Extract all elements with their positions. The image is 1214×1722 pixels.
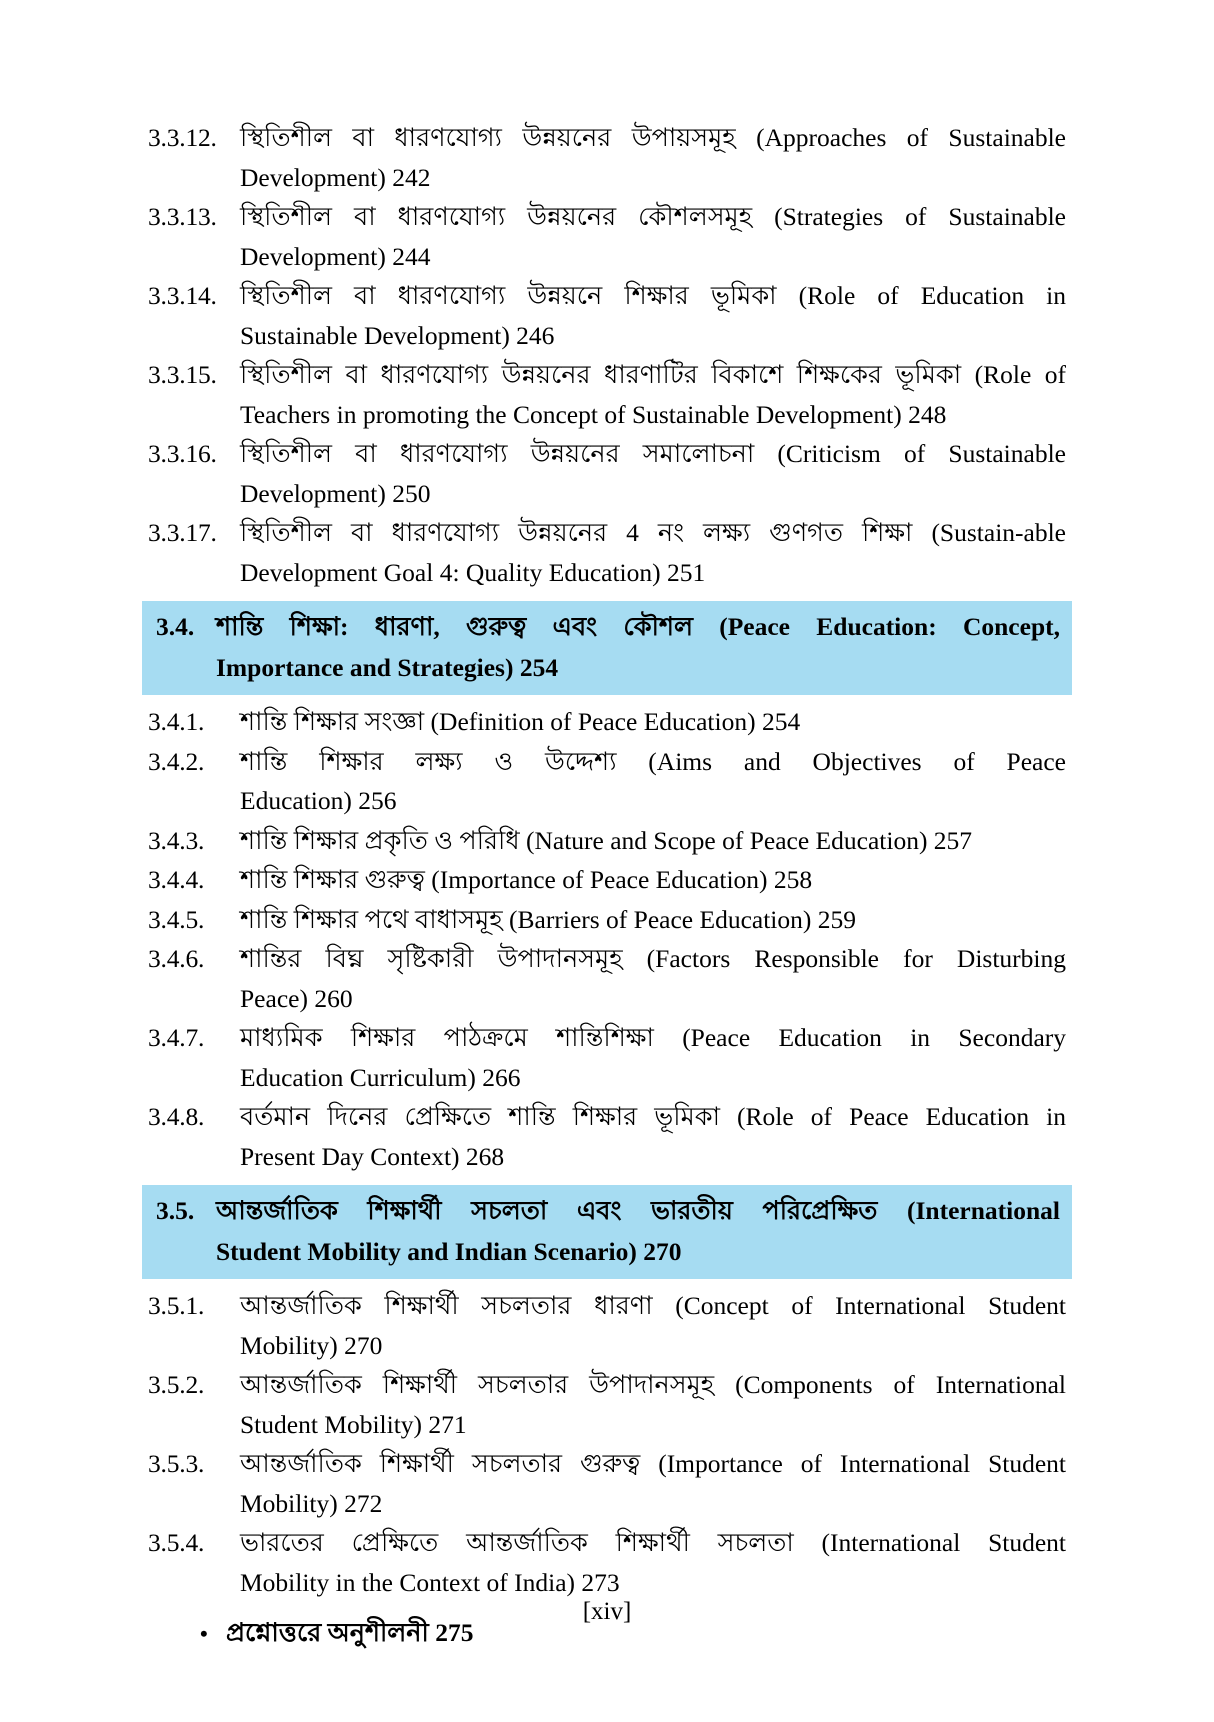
toc-entry-line-1: শান্তি শিক্ষার লক্ষ্য ও উদ্দেশ্য (Aims and Objectives of Peace <box>240 746 1066 776</box>
toc-entry-number: 3.4.2. <box>148 746 205 776</box>
toc-entry-number: 3.4.3. <box>148 825 205 855</box>
toc-entry-number: 3.3.12. <box>148 123 217 152</box>
toc-entry-line-1: আন্তর্জাতিক শিক্ষার্থী সচলতার উপাদানসমূহ (Components of International <box>240 1370 1066 1399</box>
toc-entry[interactable] <box>148 702 1066 742</box>
toc-entry-line-1: স্থিতিশীল বা ধারণযোগ্য উন্নয়নে শিক্ষার ভূমিকা (Role of Education in <box>240 281 1066 310</box>
toc-entry[interactable] <box>148 1018 1066 1097</box>
toc-entry-number: 3.4.5. <box>148 904 205 934</box>
toc-entry[interactable] <box>148 513 1066 592</box>
toc-entry-line-2: Mobility in the Context of India) 273 <box>240 1567 620 1597</box>
toc-entry[interactable] <box>148 276 1066 355</box>
toc-entry-line-1: আন্তর্জাতিক শিক্ষার্থী সচলতার গুরুত্ব (Importance of International Student <box>240 1449 1066 1478</box>
toc-entry-line-1: আন্তর্জাতিক শিক্ষার্থী সচলতার ধারণা (Concept of International Student <box>240 1291 1066 1320</box>
toc-entry-number: 3.3.15. <box>148 360 217 389</box>
section-header-body <box>216 1190 1060 1272</box>
toc-entry-line-2: Development Goal 4: Quality Education) 251 <box>240 557 706 587</box>
toc-entry-line-1: স্থিতিশীল বা ধারণযোগ্য উন্নয়নের উপায়সমূহ (Approaches of Sustainable <box>240 123 1066 152</box>
toc-entry-body <box>240 1444 1066 1523</box>
toc-entry-line-2: Present Day Context) 268 <box>240 1141 505 1171</box>
toc-entry-line-1: স্থিতিশীল বা ধারণযোগ্য উন্নয়নের ধারণাটির বিকাশে শিক্ষকের ভূমিকা (Role of <box>240 360 1066 389</box>
section-header-line-1: আন্তর্জাতিক শিক্ষার্থী সচলতা এবং ভারতীয় পরিপ্রেক্ষিত (International <box>216 1196 1060 1225</box>
bullet-icon: • <box>200 1621 208 1646</box>
toc-entry-line-2: Development) 242 <box>240 162 431 192</box>
toc-entry-line-2: Mobility) 270 <box>240 1330 383 1360</box>
toc-entry[interactable] <box>148 1444 1066 1523</box>
toc-entry-line-1: স্থিতিশীল বা ধারণযোগ্য উন্নয়নের 4 নং লক্ষ্য গুণগত শিক্ষা (Sustain-able <box>240 518 1066 547</box>
toc-entry[interactable] <box>148 900 1066 940</box>
toc-entry-number: 3.5.3. <box>148 1449 205 1478</box>
section-header-line-1: শান্তি শিক্ষা: ধারণা, গুরুত্ব এবং কৌশল (Peace Education: Concept, <box>216 612 1060 641</box>
toc-entry-line-2: Mobility) 272 <box>240 1488 383 1518</box>
toc-entry[interactable] <box>148 1523 1066 1602</box>
toc-entry-body <box>240 118 1066 197</box>
toc-entry-body <box>240 434 1066 513</box>
toc-entry-line-1: শান্তি শিক্ষার পথে বাধাসমূহ (Barriers of Peace Education) 259 <box>240 904 856 934</box>
toc-list <box>148 118 1066 1654</box>
toc-entry[interactable] <box>148 939 1066 1018</box>
toc-entry[interactable] <box>148 1286 1066 1365</box>
toc-entry-number: 3.3.14. <box>148 281 217 310</box>
toc-entry-line-2: Student Mobility) 271 <box>240 1409 467 1439</box>
toc-entry-line-1: বর্তমান দিনের প্রেক্ষিতে শান্তি শিক্ষার ভূমিকা (Role of Peace Education in <box>240 1102 1066 1131</box>
toc-entry-body <box>240 1365 1066 1444</box>
section-header-line-2: Student Mobility and Indian Scenario) 270 <box>216 1237 682 1266</box>
toc-entry-line-1: শান্তি শিক্ষার প্রকৃতি ও পরিধি (Nature and Scope of Peace Education) 257 <box>240 825 973 855</box>
toc-entry-line-1: মাধ্যমিক শিক্ষার পাঠক্রমে শান্তিশিক্ষা (Peace Education in Secondary <box>240 1023 1066 1052</box>
toc-entry-number: 3.4.1. <box>148 707 205 736</box>
toc-entry-body <box>240 900 1066 940</box>
toc-entry-line-2: Development) 250 <box>240 478 431 508</box>
page-footer <box>0 1598 1214 1626</box>
toc-entry-body <box>240 355 1066 434</box>
toc-entry-body <box>240 1097 1066 1176</box>
toc-entry-number: 3.4.7. <box>148 1023 205 1052</box>
toc-entry-body <box>240 702 1066 742</box>
toc-entry-body <box>240 860 1066 900</box>
toc-entry[interactable] <box>148 860 1066 900</box>
toc-entry-body <box>240 1018 1066 1097</box>
toc-entry-line-2: Education Curriculum) 266 <box>240 1062 521 1092</box>
toc-entry-body <box>240 513 1066 592</box>
toc-entry-body <box>240 821 1066 861</box>
section-header-body <box>216 606 1060 688</box>
section-header-3-5[interactable] <box>142 1185 1072 1279</box>
toc-entry-line-1: শান্তি শিক্ষার গুরুত্ব (Importance of Peace Education) 258 <box>240 865 813 894</box>
toc-entry[interactable] <box>148 355 1066 434</box>
toc-entry-line-1: ভারতের প্রেক্ষিতে আন্তর্জাতিক শিক্ষার্থী সচলতা (International Student <box>240 1528 1066 1557</box>
toc-entry-number: 3.5.4. <box>148 1528 205 1557</box>
toc-entry-line-2: Sustainable Development) 246 <box>240 320 555 350</box>
toc-entry[interactable] <box>148 821 1066 861</box>
toc-entry-line-2: Education) 256 <box>240 786 397 815</box>
toc-entry-line-1: স্থিতিশীল বা ধারণযোগ্য উন্নয়নের কৌশলসমূহ (Strategies of Sustainable <box>240 202 1066 231</box>
toc-entry-line-1: শান্তির বিঘ্ন সৃষ্টিকারী উপাদানসমূহ (Factors Responsible for Disturbing <box>240 944 1066 973</box>
toc-entry-body <box>240 1286 1066 1365</box>
toc-entry-line-2: Peace) 260 <box>240 983 353 1013</box>
toc-entry-number: 3.5.2. <box>148 1370 205 1399</box>
toc-entry-line-1: স্থিতিশীল বা ধারণযোগ্য উন্নয়নের সমালোচনা (Criticism of Sustainable <box>240 439 1066 468</box>
toc-entry-body <box>240 742 1066 821</box>
section-header-3-4[interactable] <box>142 601 1072 695</box>
toc-entry-number: 3.4.6. <box>148 944 205 973</box>
toc-entry-number: 3.3.17. <box>148 518 217 547</box>
toc-entry-body <box>240 197 1066 276</box>
toc-entry[interactable] <box>148 742 1066 821</box>
toc-entry-number: 3.4.4. <box>148 865 205 894</box>
toc-entry[interactable] <box>148 197 1066 276</box>
toc-entry[interactable] <box>148 118 1066 197</box>
toc-entry-line-2: Development) 244 <box>240 241 431 271</box>
toc-entry-body <box>240 939 1066 1018</box>
toc-entry-number: 3.5.1. <box>148 1291 205 1320</box>
section-header-line-2: Importance and Strategies) 254 <box>216 653 559 682</box>
section-header-number: 3.4. <box>156 612 195 641</box>
toc-entry-line-1: শান্তি শিক্ষার সংজ্ঞা (Definition of Peace Education) 254 <box>240 707 801 736</box>
toc-entry-number: 3.3.16. <box>148 439 217 468</box>
toc-entry-body <box>240 1523 1066 1602</box>
toc-bullet-label: প্রশ্নোত্তরে অনুশীলনী 275 <box>226 1618 474 1647</box>
section-header-number: 3.5. <box>156 1196 195 1225</box>
page-number: [xiv] <box>582 1598 632 1625</box>
toc-entry-body <box>240 276 1066 355</box>
toc-entry[interactable] <box>148 1097 1066 1176</box>
toc-entry-number: 3.4.8. <box>148 1102 205 1131</box>
toc-entry-number: 3.3.13. <box>148 202 217 231</box>
toc-entry-line-2: Teachers in promoting the Concept of Sustainable Development) 248 <box>240 399 947 429</box>
toc-entry[interactable] <box>148 434 1066 513</box>
toc-entry[interactable] <box>148 1365 1066 1444</box>
